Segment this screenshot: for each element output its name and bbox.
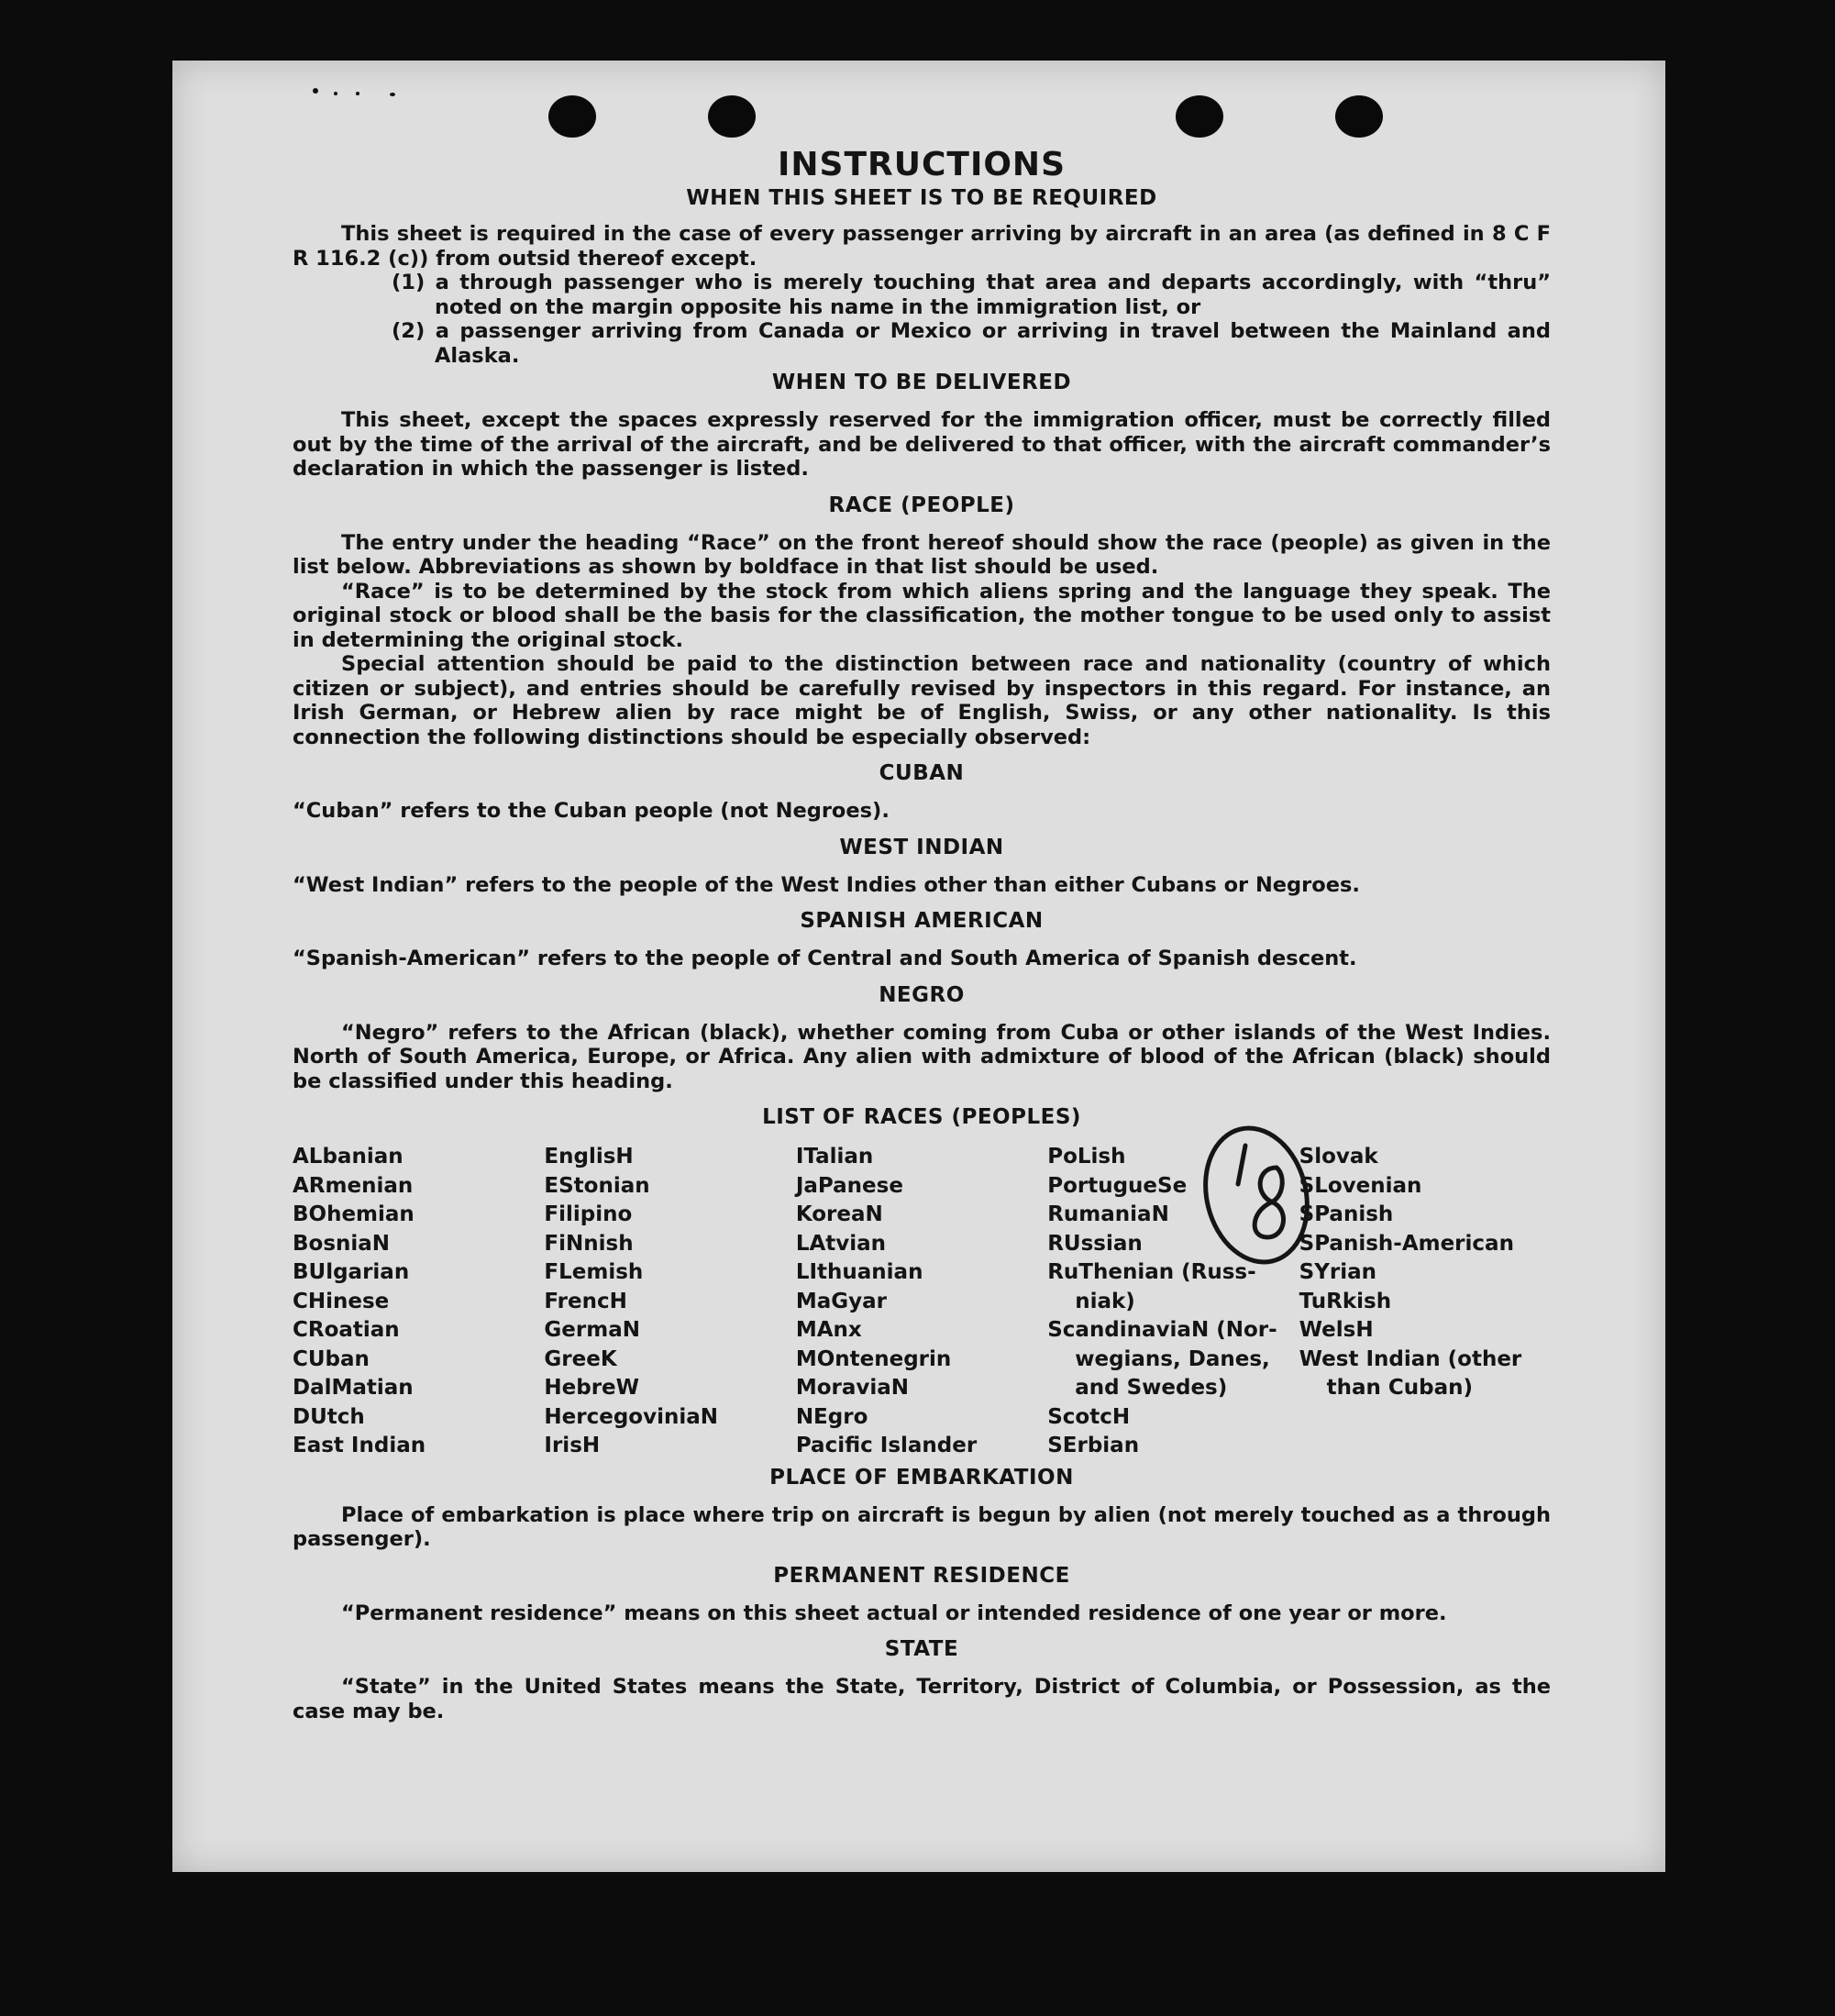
race-entry: EnglisH [544, 1145, 634, 1169]
race-entry: and Swedes) [1075, 1376, 1228, 1400]
race-paragraph: Special attention should be paid to the distinction between race and nationality (country of which citizen or subject), and entries should be carefully revised by inspectors in this regard. For instance, an Irish German, or Hebrew alien by race might be of English, Swiss, or any other nationality. Is this connection the following distinctions should be especially observed: [293, 652, 1551, 749]
race-entry: FrencH [544, 1289, 627, 1313]
race-entry: ScotcH [1047, 1404, 1131, 1429]
race-entry: SLovenian [1299, 1173, 1422, 1198]
speck [356, 92, 359, 95]
race-entry: KoreaN [795, 1202, 883, 1226]
race-entry: HercegoviniaN [544, 1404, 718, 1429]
race-entry: CUban [293, 1346, 370, 1371]
race-paragraph: The entry under the heading “Race” on the front hereof should show the race (people) as given in the list below. Abbreviations as shown by boldface in that list should be used. [293, 530, 1551, 579]
race-entry: LAtvian [795, 1231, 887, 1256]
race-entry: PortugueSe [1047, 1173, 1188, 1198]
race-entry: TuRkish [1299, 1289, 1392, 1313]
embarkation-text: Place of embarkation is place where trip on aircraft is begun by alien (not merely touched as a through passenger). [293, 1502, 1551, 1551]
speck [334, 92, 337, 95]
when-delivered-text: This sheet, except the spaces expressly reserved for the immigration officer, must be correctly filled out by the time of the arrival of the aircraft, and be delivered to that officer, with the aircraft commander’s declaration in which the passenger is listed. [293, 408, 1551, 481]
exception-item: (2) a passenger arriving from Canada or Mexico or arriving in travel between the Mainland and Alaska. [392, 319, 1551, 368]
west-indian-text: “West Indian” refers to the people of the West Indies other than either Cubans or Negroes. [293, 872, 1360, 897]
race-entry: HebreW [544, 1376, 640, 1400]
race-entry: East Indian [293, 1434, 426, 1457]
punch-hole [1176, 95, 1223, 138]
race-entry: DalMatian [293, 1376, 414, 1400]
race-entry: Pacific Islander [795, 1434, 978, 1457]
punch-hole [548, 95, 596, 138]
race-entry: EStonian [544, 1173, 650, 1198]
document-page [172, 61, 1665, 1872]
exception-item: (1) a through passenger who is merely touching that area and departs accordingly, with “thru” noted on the margin opposite his name in the immigration list, or [392, 271, 1551, 319]
heading-negro: NEGRO [879, 982, 965, 1007]
race-entry: SPanish [1299, 1202, 1394, 1226]
race-entry: SErbian [1047, 1434, 1140, 1457]
races-column [1299, 1143, 1551, 1461]
handwritten-circled-number [1201, 1120, 1311, 1267]
race-entry: than Cuban) [1326, 1376, 1474, 1400]
heading-list-of-races: LIST OF RACES (PEOPLES) [762, 1105, 1081, 1129]
race-entry: ARmenian [293, 1173, 414, 1198]
race-entry: GermaN [544, 1318, 640, 1342]
race-entry: FLemish [544, 1260, 644, 1284]
race-entry: RuThenian (Russ- [1047, 1260, 1256, 1284]
race-entry: RUssian [1047, 1231, 1143, 1256]
race-entry: DUtch [293, 1404, 365, 1429]
race-entry: Filipino [544, 1202, 633, 1226]
race-entry: MAnx [795, 1318, 862, 1342]
race-entry: RumaniaN [1047, 1202, 1169, 1226]
state-text: “State” in the United States means the State, Territory, District of Columbia, or Possession, as the case may be. [293, 1675, 1551, 1723]
race-entry: MOntenegrin [795, 1346, 952, 1371]
race-entry: SYrian [1299, 1260, 1376, 1284]
race-entry: ITalian [795, 1145, 874, 1169]
races-column [796, 1143, 1047, 1461]
race-entry: BUlgarian [293, 1260, 410, 1284]
speck [313, 88, 318, 94]
heading-when-required: WHEN THIS SHEET IS TO BE REQUIRED [686, 186, 1157, 210]
race-entry: wegians, Danes, [1075, 1346, 1270, 1371]
race-entry: ScandinaviaN (Nor- [1047, 1318, 1277, 1342]
race-entry: MaGyar [795, 1289, 887, 1313]
heading-embarkation: PLACE OF EMBARKATION [769, 1465, 1074, 1490]
spanish-american-text: “Spanish-American” refers to the people of Central and South America of Spanish descent. [293, 947, 1357, 970]
race-entry: ALbanian [293, 1145, 403, 1169]
instructions-body [293, 145, 1551, 1723]
race-entry: LIthuanian [795, 1260, 923, 1284]
speck [390, 93, 395, 96]
race-entry: FiNnish [544, 1231, 634, 1256]
races-column [544, 1143, 795, 1461]
heading-race: RACE (PEOPLE) [828, 493, 1015, 517]
cuban-text: “Cuban” refers to the Cuban people (not Negroes). [293, 799, 890, 823]
race-entry: CRoatian [293, 1318, 400, 1342]
heading-state: STATE [884, 1637, 959, 1661]
negro-text: “Negro” refers to the African (black), whether coming from Cuba or other islands of the West Indies. North of South America, Europe, or Africa. Any alien with admixture of blood of the African (black) should be classified under this heading. [293, 1020, 1551, 1093]
race-entry: West Indian (other [1299, 1346, 1522, 1371]
heading-spanish-american: SPANISH AMERICAN [800, 909, 1044, 933]
exceptions-list [293, 271, 1551, 368]
race-entry: IrisH [544, 1434, 601, 1457]
heading-cuban: CUBAN [879, 761, 965, 785]
race-entry: niak) [1075, 1289, 1135, 1313]
races-column [293, 1143, 544, 1461]
heading-west-indian: WEST INDIAN [839, 835, 1004, 859]
race-paragraph: “Race” is to be determined by the stock from which aliens spring and the language they speak. The original stock or blood shall be the basis for the classification, the mother tongue to be used only to assist in determining the original stock. [293, 579, 1551, 652]
punch-hole [708, 95, 756, 138]
residence-text: “Permanent residence” means on this sheet actual or intended residence of one year or more. [341, 1601, 1447, 1625]
race-entry: MoraviaN [795, 1376, 910, 1400]
when-required-intro: This sheet is required in the case of every passenger arriving by aircraft in an area (as defined in 8 C F R 116.2 (c)) from outsid thereof except. [293, 222, 1551, 271]
heading-residence: PERMANENT RESIDENCE [773, 1563, 1070, 1588]
race-entry: NEgro [795, 1404, 868, 1429]
race-entry: GreeK [544, 1346, 617, 1371]
race-entry: JaPanese [795, 1173, 903, 1198]
races-list [293, 1143, 1551, 1461]
race-entry: BosniaN [293, 1231, 391, 1256]
race-entry: PoLish [1047, 1145, 1126, 1169]
race-entry: CHinese [293, 1289, 390, 1313]
heading-when-delivered: WHEN TO BE DELIVERED [771, 371, 1072, 394]
punch-hole [1335, 95, 1383, 138]
race-entry: Slovak [1299, 1145, 1378, 1169]
race-entry: WelsH [1299, 1318, 1374, 1342]
race-entry: BOhemian [293, 1202, 415, 1226]
page-title: INSTRUCTIONS [778, 146, 1066, 183]
race-entry: SPanish-American [1299, 1231, 1514, 1256]
